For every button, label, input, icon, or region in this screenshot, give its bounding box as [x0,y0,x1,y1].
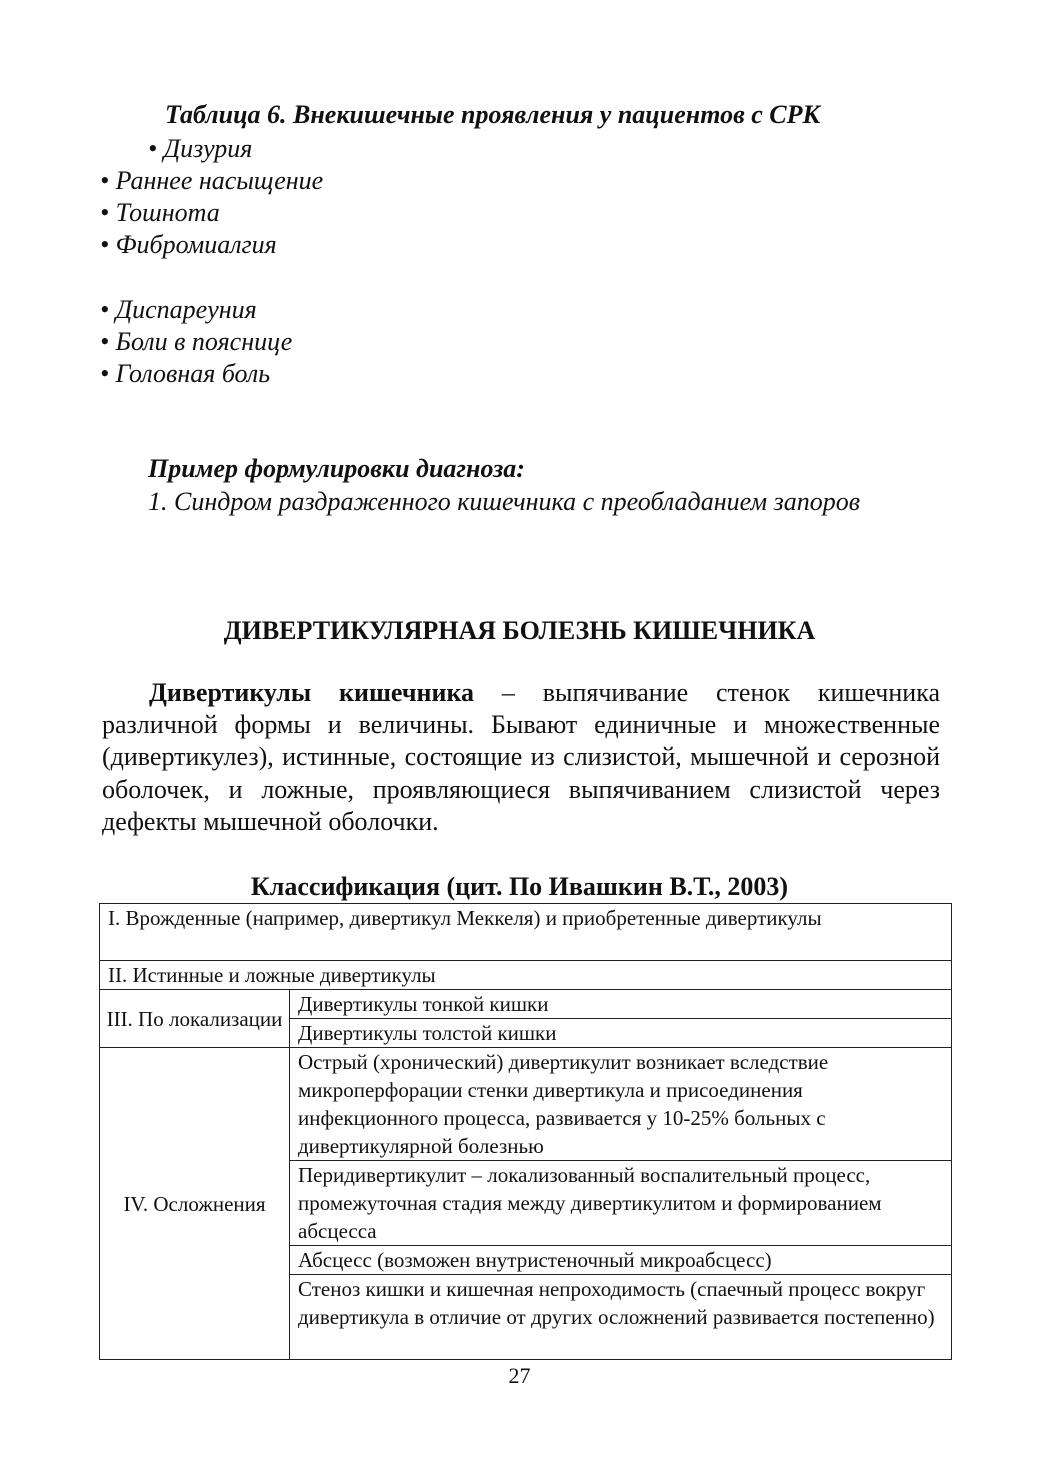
definition-text: – выпячивание стенок кишечника различной формы и величины. Бывают единичные и множественные (дивертикулез), истинные, состоящие из слизистой, мышечной и серозной оболочек, и ложные, проявляющиеся выпячиванием слизистой через дефекты мышечной оболочки. [102,678,940,836]
table-cell: Стеноз кишки и кишечная непроходимость (спаечный процесс вокруг дивертикула в отличие от других осложнений развивается постепенно) [290,1275,952,1360]
table-cell: Дивертикулы толстой кишки [290,1019,952,1048]
table-cell: Абсцесс (возможен внутристеночный микроабсцесс) [290,1246,952,1275]
symptom-item: • Фибромиалгия [100,230,277,259]
page-number: 27 [508,1363,531,1388]
section-heading: ДИВЕРТИКУЛЯРНАЯ БОЛЕЗНЬ КИШЕЧНИКА [223,616,816,645]
localization-label: III. По локализации [100,990,290,1048]
definition-term: Дивертикулы кишечника [149,678,475,707]
complications-label: IV. Осложнения [100,1048,290,1360]
table-row [100,961,952,990]
table-row [100,990,952,1019]
table-cell: Перидивертикулит – локализованный воспалительный процесс, промежуточная стадия между дивертикулитом и формированием абсцесса [290,1161,952,1246]
symptom-item: • Боли в пояснице [100,327,293,356]
diagnosis-example-title: Пример формулировки диагноза: [148,454,525,483]
table-cell: Острый (хронический) дивертикулит возникает вследствие микроперфорации стенки дивертикула и присоединения инфекционного процесса, развивается у 10-25% больных с дивертикулярной болезнью [290,1048,952,1161]
symptom-item: • Раннее насыщение [100,166,324,195]
table-cell: Дивертикулы тонкой кишки [290,990,952,1019]
symptom-item: • Дизурия [148,134,253,163]
classification-title: Классификация (цит. По Ивашкин В.Т., 2003) [250,872,789,901]
table-row [100,1048,952,1161]
table-cell: II. Истинные и ложные дивертикулы [100,961,952,990]
diagnosis-example-item: 1. Синдром раздраженного кишечника с преобладанием запоров [148,487,861,516]
classification-table [99,903,952,1360]
table-caption: Таблица 6. Внекишечные проявления у пациентов с СРК [165,100,821,129]
table-row [100,904,952,961]
table-cell: I. Врожденные (например, дивертикул Меккеля) и приобретенные дивертикулы [100,904,952,961]
definition-paragraph [102,677,940,838]
symptom-item: • Диспареуния [100,295,257,324]
symptom-item: • Тошнота [100,198,220,227]
symptom-item: • Головная боль [100,359,271,388]
